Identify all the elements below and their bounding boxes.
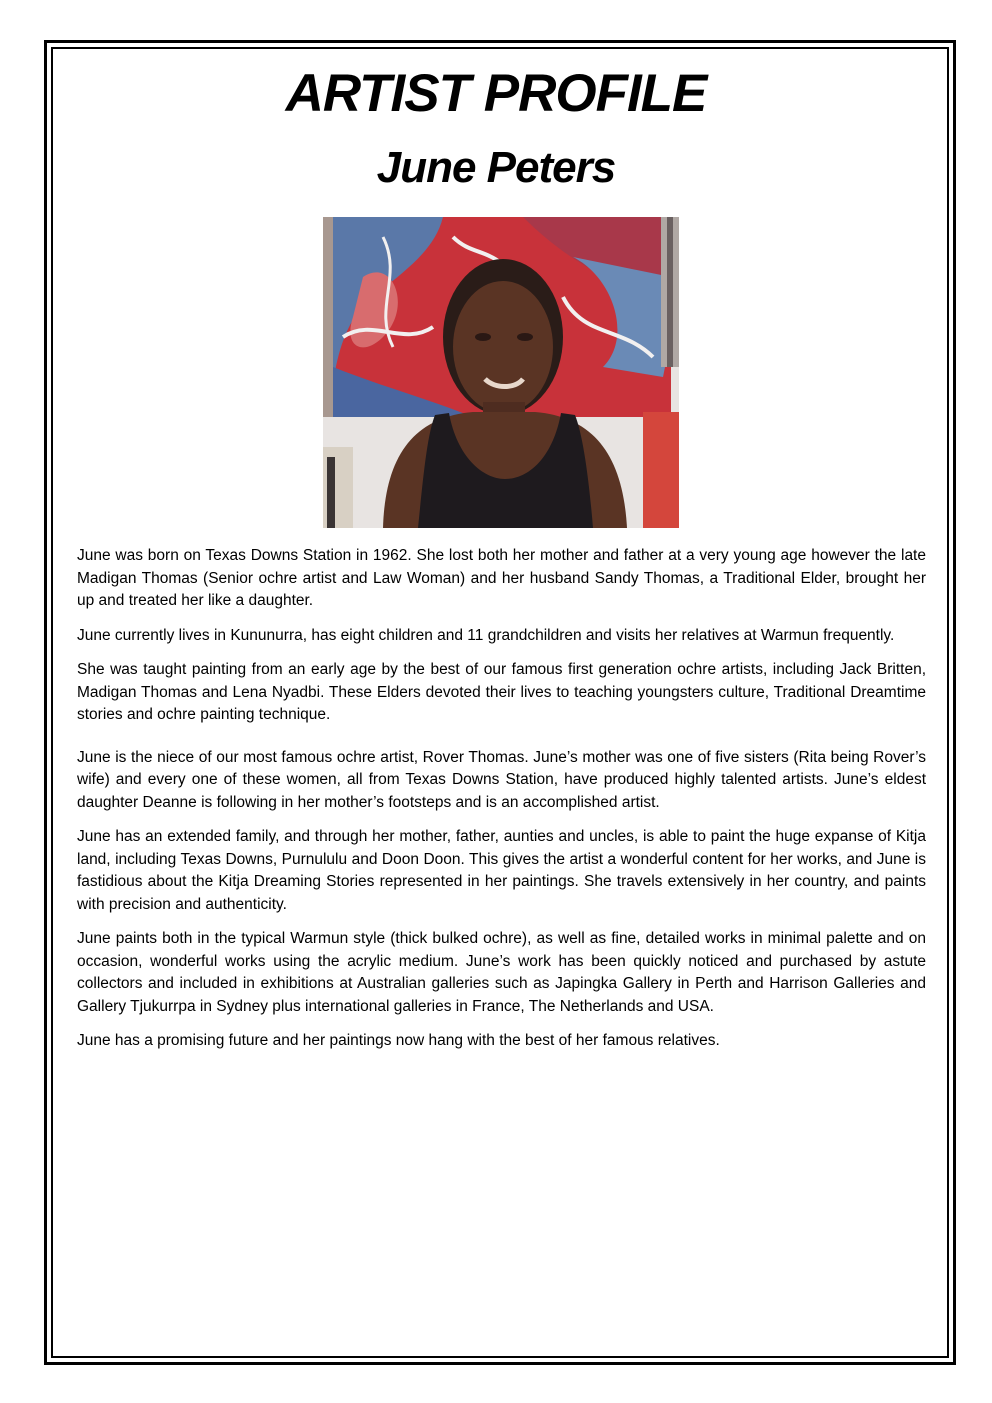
paragraph-future: June has a promising future and her paintings now hang with the best of her famous relatives. <box>77 1032 720 1049</box>
paragraph-training: She was taught painting from an early age by the best of our famous first generation ochre artists, including Jack Britten, Madigan Thomas and Lena Nyadbi. These Elders devoted their lives to teaching youngsters culture, Traditional Dreamtime stories and ochre painting technique. <box>77 661 926 723</box>
artist-portrait-photo <box>323 217 679 528</box>
artist-name: June Peters <box>376 143 616 192</box>
page-title: ARTIST PROFILE <box>285 64 707 123</box>
paragraph-country: June has an extended family, and through her mother, father, aunties and uncles, is able to paint the huge expanse of Kitja land, including Texas Downs, Purnululu and Doon Doon. This gives the artist a wonderful content for her works, and June is fastidious about the Kitja Dreaming Stories represented in her paintings. She travels extensively in her country, and paints with precision and authenticity. <box>77 828 926 913</box>
paragraph-birth: June was born on Texas Downs Station in 1962. She lost both her mother and father at a very young age however the late Madigan Thomas (Senior ochre artist and Law Woman) and her husband Sandy Thomas, a Traditional Elder, brought her up and treated her like a daughter. <box>77 547 926 609</box>
paragraph-style: June paints both in the typical Warmun style (thick bulked ochre), as well as fine, detailed works in minimal palette and on occasion, wonderful works using the acrylic medium. June’s work has been quickly noticed and purchased by astute collectors and included in exhibitions at Australian galleries such as Japingka Gallery in Perth and Harrison Galleries and Gallery Tjukurrpa in Sydney plus international galleries in France, The Netherlands and USA. <box>77 930 926 1015</box>
paragraph-residence: June currently lives in Kununurra, has eight children and 11 grandchildren and visits her relatives at Warmun frequently. <box>77 626 895 644</box>
paragraph-family: June is the niece of our most famous ochre artist, Rover Thomas. June’s mother was one of five sisters (Rita being Rover’s wife) and every one of these women, all from Texas Downs Station, have produced highly talented artists. June’s eldest daughter Deanne is following in her mother’s footsteps and is an accomplished artist. <box>77 748 926 811</box>
profile-body <box>77 545 926 1065</box>
